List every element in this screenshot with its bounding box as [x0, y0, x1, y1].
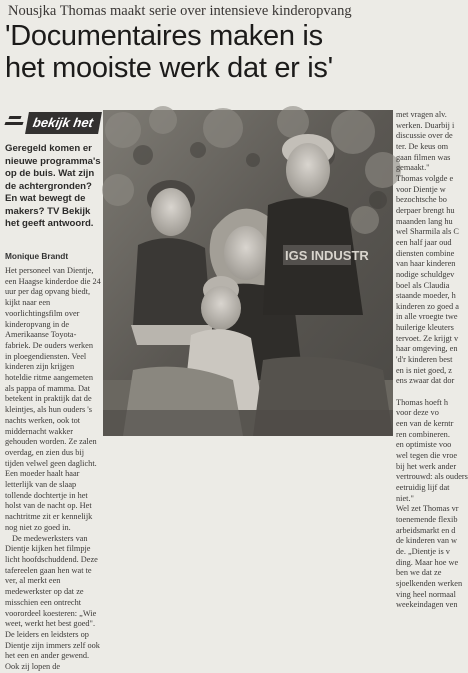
article-kicker: Nousjka Thomas maakt serie over intensieve kinderopvang	[8, 3, 352, 19]
article-photo	[103, 110, 393, 436]
column-line: en is niet goed, z	[396, 365, 452, 375]
column-line: vertrouwd: als ouders	[396, 472, 468, 482]
column-line: voor deze vo	[396, 408, 439, 418]
column-line: Thomas volgde e	[396, 173, 454, 183]
column-line: ens zwaar dat dor	[396, 376, 455, 386]
column-line: kinderen zo goed a	[396, 301, 459, 311]
headline-line-1: 'Documentaires maken is	[5, 20, 323, 52]
column-line: wel tegen die vroe	[396, 450, 458, 460]
column-line: weekeindagen ven	[396, 600, 458, 610]
column-line: Thomas hoeft h	[396, 397, 449, 407]
column-line: ving heel normaal	[396, 589, 456, 599]
column-line: bij het werk ander	[396, 461, 457, 471]
column-line: bezochtsche bo	[396, 195, 447, 205]
column-line: gaan filmen was	[396, 152, 451, 162]
column-line: ding. Maar hoe we	[396, 557, 459, 567]
family-photo-illustration	[103, 110, 393, 436]
column-line: niet."	[396, 493, 414, 503]
body-paragraph: Het personeel van Dientje, een Haagse kinderdoe die 24 uur per dag opvang biedt, kijkt naar een voorlichtingsfilm over kinderopvang in de Amerikaanse Toyota-fabriek. De ouders werken in ploegendiensten. Veel kinderen zijn krijgen hoteldie ritme aangemeten als pappa of mamma. Dat betekent in praktijk dat de kleintjes, als hun ouders 's nachts werken, ook tot middernacht wakker gehouden worden. Ze zalen overdag, en zien dus bij tijden velwel geen daglicht. Een moeder haalt haar letterlijk van de slaap tollende dochtertje in het holst van de nacht op. Het nachtritme zit er kennelijk nog niet zo goed in.	[5, 266, 101, 532]
column-line: maanden lang hu	[396, 216, 453, 226]
column-line: haar omgeving, en	[396, 344, 458, 354]
column-line: wel Sharmila als C	[396, 227, 459, 237]
column-line: werken. Duarbij i	[396, 120, 455, 130]
column-line: derpaer brengt hu	[396, 205, 455, 215]
column-line: sjoelkenden werken	[396, 578, 463, 588]
article-intro: Geregeld komen er nieuwe programma's op de buis. Wat zijn de achtergronden? En wat bewegt de makers? TV Bekijk het geeft antwoord.	[5, 143, 101, 229]
column-line: diensten combine	[396, 248, 455, 258]
column-line: ter. De keus om	[396, 141, 449, 151]
column-line: voor Dientje w	[396, 184, 446, 194]
article-byline: Monique Brandt	[5, 251, 69, 261]
column-line	[393, 387, 436, 398]
jersey-text: IGS INDUSTR	[285, 248, 369, 263]
rubric-stroke-icon	[8, 116, 21, 119]
column-line: staande moeder, h	[396, 291, 456, 301]
column-line: en optimiste voo	[396, 440, 452, 450]
rubric-stroke-icon	[4, 122, 23, 125]
headline-line-2: het mooiste werk dat er is'	[5, 52, 333, 84]
column-line: de kinderen van w	[396, 536, 458, 546]
column-line: een half jaar oud	[396, 237, 452, 247]
column-line: boel als Claudia	[396, 280, 450, 290]
article-right-column	[393, 110, 468, 610]
column-line: ren combineren.	[396, 429, 450, 439]
rubric-label: bekijk het	[25, 112, 102, 134]
column-line: discussie over de	[396, 131, 453, 141]
column-line: in alle vroegte twe	[396, 312, 458, 322]
column-line: gemaakt."	[396, 163, 430, 173]
body-paragraph: De medewerksters van Dientje kijken het filmpje licht hoofdschuddend. Deze tafereelen gaan hen wat te ver, al merkt een medewerkster op dat ze misschien een ontrecht voorordeel koesteren: „Wie weet, werkt het best goed". De leiders en leidsters op Dientje zijn immers zelf ook het een en ander gewend. Ook zij lopen de	[5, 533, 100, 672]
column-line: met vragen alv.	[396, 110, 447, 119]
column-line: toenemende flexib	[396, 514, 458, 524]
column-line: Wel zet Thomas vr	[396, 504, 459, 514]
column-line: ben we dat ze	[396, 568, 442, 578]
column-line: een van de kerntr	[396, 419, 454, 429]
column-line: van haar kinderen	[396, 259, 456, 269]
column-line: eetruidig lijf dat	[396, 482, 450, 492]
rubric-logo	[5, 112, 103, 136]
column-line: tervoet. Ze krijgt v	[396, 333, 459, 343]
article-body-column	[5, 266, 101, 673]
column-line: huilerige kleuters	[396, 323, 454, 333]
column-line: de. „Dientje is v	[396, 546, 450, 556]
article-headline	[5, 20, 436, 84]
column-line: arbeidsmarkt en d	[396, 525, 456, 535]
column-line: nodige schuldgev	[396, 269, 455, 279]
column-line: 'd'r kinderen best	[396, 355, 453, 365]
